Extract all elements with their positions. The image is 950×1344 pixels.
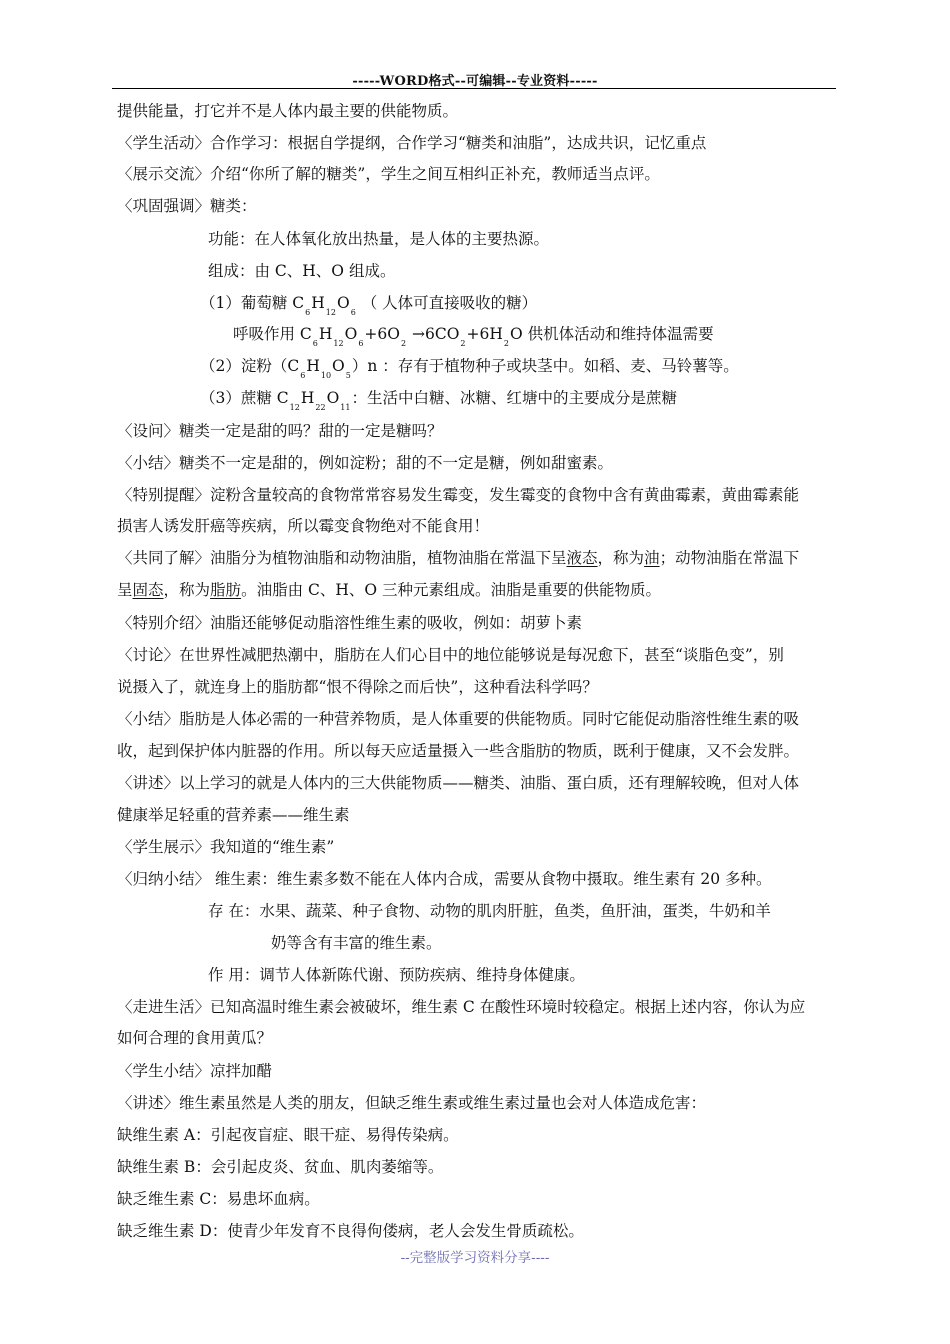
text-line: 〈学生小结〉凉拌加醋	[117, 1062, 273, 1080]
text-line: 提供能量，打它并不是人体内最主要的供能物质。	[117, 102, 459, 120]
text-line: 〈小结〉糖类不一定是甜的，例如淀粉；甜的不一定是糖，例如甜蜜素。	[117, 454, 614, 472]
text-line: 〈设问〉糖类一定是甜的吗？甜的一定是糖吗？	[117, 422, 443, 440]
text-line: 缺乏维生素 C：易患坏血病。	[117, 1190, 320, 1208]
text-line: 〈走进生活〉已知高温时维生素会被破坏，维生素 C 在酸性环境时较稳定。根据上述内容，你认为应	[117, 998, 806, 1016]
page-header: -----WORD格式--可编辑--专业资料-----	[352, 74, 598, 89]
text-line: 作 用：调节人体新陈代谢、预防疾病、维持身体健康。	[208, 966, 585, 984]
text-line: 〈学生展示〉我知道的“维生素”	[117, 838, 335, 856]
text-line: 〈归纳小结〉 维生素：维生素多数不能在人体内合成，需要从食物中摄取。维生素有 20 多种。	[117, 870, 772, 888]
header-rule	[112, 88, 836, 89]
text-line: 〈讨论〉在世界性减肥热潮中，脂肪在人们心目中的地位能够说是每况愈下，甚至“谈脂色变”，别	[117, 646, 784, 664]
underlined-term: 油	[644, 549, 660, 567]
text-line: 收，起到保护体内脏器的作用。所以每天应适量摄入一些含脂肪的物质，既利于健康，又不会发胖。	[117, 742, 800, 760]
text-line: 〈讲述〉维生素虽然是人类的朋友，但缺乏维生素或维生素过量也会对人体造成危害：	[117, 1094, 707, 1112]
text-line: 〈共同了解〉油脂分为植物油脂和动物油脂，植物油脂在常温下呈液态，称为油；动物油脂在常温下	[117, 549, 800, 567]
text-line: 奶等含有丰富的维生素。	[271, 934, 442, 952]
underlined-term: 脂肪	[210, 581, 242, 599]
text-line: 〈特别提醒〉淀粉含量较高的食物常常容易发生霉变，发生霉变的食物中含有黄曲霉素，黄曲霉素能	[117, 486, 800, 504]
formula-respiration: 呼吸作用 $C_6H_{12}O_6+6O_2 \to 6CO_2+6H_2O$ 供机体活动和维持体温需要	[233, 325, 714, 348]
text-line: 〈小结〉脂肪是人体必需的一种营养物质，是人体重要的供能物质。同时它能促动脂溶性维生素的吸	[117, 710, 800, 728]
formula-sucrose: （3）蔗糖 $C_{12}H_{22}O_{11}$：生活中白糖、冰糖、红塘中的主要成分是蔗糖	[200, 389, 677, 412]
formula-starch: （2）淀粉$(C_6H_{10}O_5)n$ ：存有于植物种子或块茎中。如稻、麦、马铃薯等。	[200, 357, 739, 380]
text-line: 〈讲述〉以上学习的就是人体内的三大供能物质——糖类、油脂、蛋白质，还有理解较晚，但对人体	[117, 774, 800, 792]
text-line: 缺维生素 A：引起夜盲症、眼干症、易得传染病。	[117, 1126, 459, 1144]
page-footer: --完整版学习资料分享----	[400, 1250, 550, 1266]
text-line: 损害人诱发肝癌等疾病，所以霉变食物绝对不能食用！	[117, 517, 490, 535]
text-line: 缺维生素 B：会引起皮炎、贫血、肌肉萎缩等。	[117, 1158, 444, 1176]
text-line: 组成：由 C、H、O 组成。	[208, 262, 396, 280]
text-line: 〈学生活动〉合作学习：根据自学提纲，合作学习“糖类和油脂”，达成共识，记忆重点	[117, 134, 707, 152]
text-line: 〈特别介绍〉油脂还能够促动脂溶性维生素的吸收，例如：胡萝卜素	[117, 614, 583, 632]
text-line: 说摄入了，就连身上的脂肪都“恨不得除之而后快”，这种看法科学吗？	[117, 678, 598, 696]
text-line: 如何合理的食用黄瓜？	[117, 1029, 273, 1047]
text-line: 呈固态，称为脂肪。油脂由 C、H、O 三种元素组成。油脂是重要的供能物质。	[117, 581, 662, 599]
underlined-term: 液态	[566, 549, 598, 567]
text-line: 功能：在人体氧化放出热量，是人体的主要热源。	[208, 230, 550, 248]
text-line: 〈展示交流〉介绍“你所了解的糖类”，学生之间互相纠正补充，教师适当点评。	[117, 165, 660, 183]
formula-glucose: （1）葡萄糖 $C_6H_{12}O_6$ （ 人体可直接吸收的糖）	[200, 294, 538, 317]
underlined-term: 固态	[132, 581, 164, 599]
text-line: 〈巩固强调〉糖类：	[117, 197, 257, 215]
text-line: 健康举足轻重的营养素——维生素	[117, 806, 350, 824]
text-line: 存 在：水果、蔬菜、种子食物、动物的肌肉肝脏，鱼类，鱼肝油，蛋类，牛奶和羊	[208, 902, 771, 920]
text-line: 缺乏维生素 D：使青少年发育不良得佝偻病，老人会发生骨质疏松。	[117, 1222, 584, 1240]
